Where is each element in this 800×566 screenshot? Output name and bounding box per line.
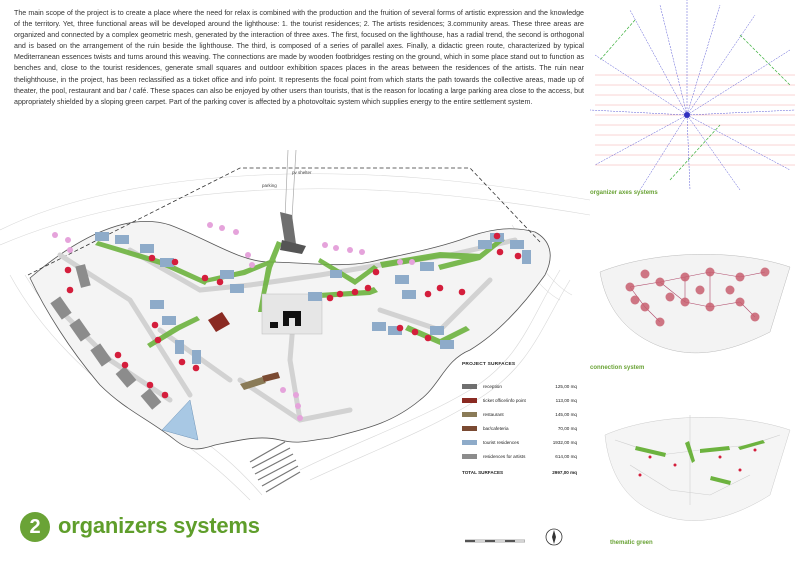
legend-swatch xyxy=(462,426,477,431)
legend-label: tourist residences xyxy=(483,439,520,445)
theatre xyxy=(250,442,300,492)
legend-value: 1932,00 mq xyxy=(552,439,577,445)
reception-building xyxy=(280,212,296,244)
legend-label: ticket office/info point xyxy=(483,397,526,403)
legend-label: reception xyxy=(483,383,502,389)
legend-row-reception xyxy=(462,379,582,393)
legend-row-artist-residences xyxy=(462,449,582,463)
legend-value: 614,00 mq xyxy=(555,454,577,460)
section-number-badge: 2 xyxy=(20,512,50,542)
project-surfaces-legend xyxy=(462,362,582,475)
legend-value: 113,00 mq xyxy=(555,397,577,403)
legend-row-tourist-residences xyxy=(462,435,582,449)
panel-caption-green: thematic green xyxy=(610,540,653,546)
panel-caption-axes: organizer axes systems xyxy=(590,190,658,196)
panel-caption-connection: connection system xyxy=(590,365,645,371)
project-description: The main scope of the project is to create a place where the need for relax is combined with the production and the fruition of several forms of artistic expression and the knowledge of the territory. Yet, three functional areas will be developed around the lighthouse: 1. the tourist residences; 2. The artists residences; 3.community areas. These three areas are organized and connected by a complex geometric mesh, generated by the interaction of three axes. The first, focused on the lighthouse, has a radial trend, the second is orthogonal and is based on the arrangement of the ruin beside the lighthouse. The third, is composed of a series of parallel axes. Finally, a didactic green route, characterized by typical Mediterranean essences twists and turns around this weaving. The connections are made by wooden footbridges resting on the ground, which in some place stand out to function as benches and, close to the tourist residences, generate small squares and outdoor exhibition spaces places in the areas between the residences of the artists. The ruin near thelighthouse, in the project, has been reclassified as a ticket office and info point. It represents the focal point from which starts the path towards the collective areas, made up of theater, the pool, restaurant and bar / café. These spaces can also be enjoyed by other users than tourists, that is the reason for locating a large parking area close to the access, but appropriately shielded by a sloping green carpet. Part of the parking cover is affected by a photovoltaic system which supplies energy to the entire settlement system. xyxy=(14,9,584,106)
axes-diagram xyxy=(590,0,795,190)
legend-row-bar xyxy=(462,421,582,435)
legend-total-label: TOTAL SURFACES xyxy=(462,469,504,475)
access-road xyxy=(285,150,296,218)
panel-thematic-green xyxy=(590,395,795,546)
legend-row-ticket-office xyxy=(462,393,582,407)
legend-value: 145,00 mq xyxy=(555,411,577,417)
legend-swatch xyxy=(462,412,477,417)
legend-label: bar/cafeteria xyxy=(483,425,509,431)
legend-swatch xyxy=(462,440,477,445)
panel-connection-system xyxy=(590,232,795,371)
legend-total-value: 2997,00 mq xyxy=(552,469,577,475)
parking-label: parking xyxy=(262,183,277,188)
pv-shelter-label: pv shelter xyxy=(292,170,312,175)
legend-total xyxy=(462,470,582,475)
green-diagram xyxy=(590,395,795,535)
legend-swatch xyxy=(462,384,477,389)
panel-organizer-axes xyxy=(590,0,795,196)
legend-title: PROJECT SURFACES xyxy=(462,362,516,367)
legend-row-restaurant xyxy=(462,407,582,421)
connection-diagram xyxy=(590,232,795,362)
legend-label: restaurant xyxy=(483,411,504,417)
scale-bar xyxy=(465,538,525,544)
legend-swatch xyxy=(462,454,477,459)
legend-swatch xyxy=(462,398,477,403)
section-title: organizers systems xyxy=(58,513,260,538)
legend-value: 70,00 mq xyxy=(557,425,577,431)
legend-value: 125,00 mq xyxy=(555,383,577,389)
north-arrow-icon xyxy=(545,528,563,546)
legend-label: residences for artists xyxy=(483,454,526,460)
